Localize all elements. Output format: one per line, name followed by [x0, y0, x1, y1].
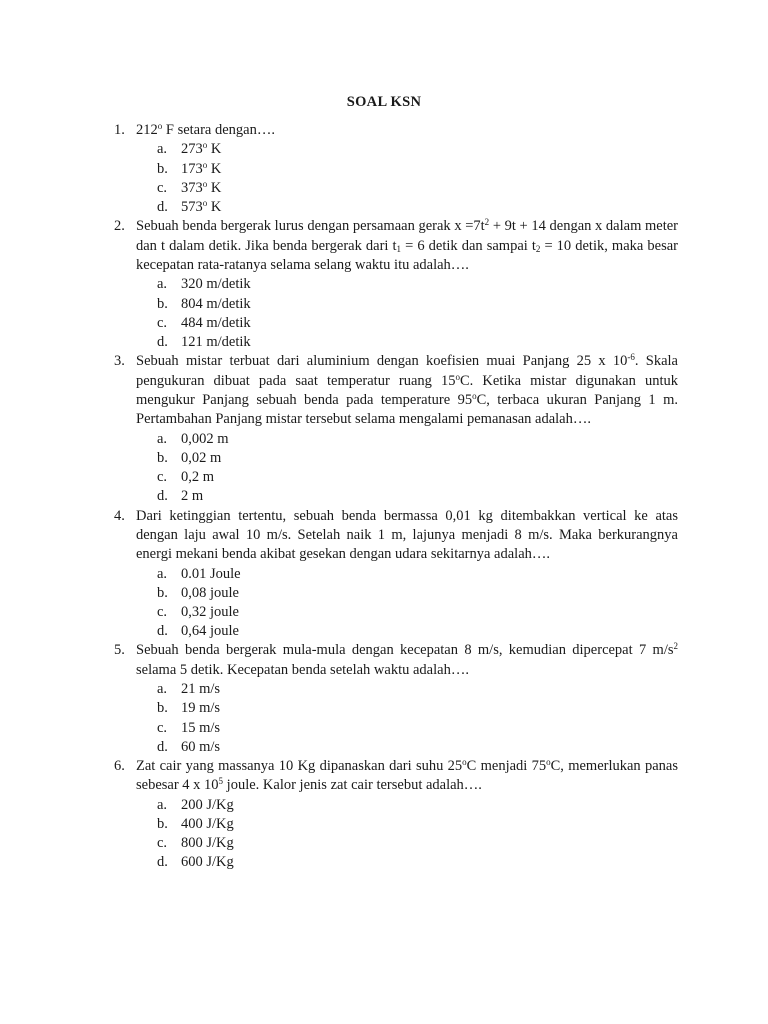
option-text: 0,02 m: [181, 449, 222, 466]
option-text: 800 J/Kg: [181, 835, 234, 852]
option-letter: a.: [157, 430, 168, 447]
option-text: 573$^o$ K: [181, 197, 222, 215]
option-list: [0, 565, 768, 642]
option-text: 0,64 joule: [181, 623, 239, 640]
option-letter: c.: [157, 719, 168, 736]
option-list: [0, 680, 768, 757]
option-list: [0, 796, 768, 873]
option-d: [0, 738, 768, 757]
question-text: Sebuah mistar terbuat dari aluminium dengan koefisien muai Panjang 25 x $10^{-6}$. Skala pengukuran dibuat pada saat temperatur ruang 15$^o$C. Ketika mistar digunakan untuk mengukur Panjang sebuah benda pada temperature 95$^o$C, terbaca ukuran Panjang 1 m. Pertambahan Panjang mistar tersebut selama mengalami pemanasan adalah….: [136, 352, 678, 428]
question-text: Dari ketinggian tertentu, sebuah benda bermassa 0,01 kg ditembakkan vertical ke atas dengan laju awal 10 m/s. Setelah naik 1 m, lajunya menjadi 8 m/s. Maka berkurangnya energi mekani benda akibat gesekan dengan udara sekitarnya adalah….: [136, 507, 678, 563]
option-c: [0, 834, 768, 853]
option-text: 121 m/detik: [181, 333, 251, 350]
option-a: [0, 275, 768, 294]
option-letter: b.: [157, 700, 168, 717]
option-c: [0, 179, 768, 198]
option-text: 804 m/detik: [181, 295, 251, 312]
option-text: 60 m/s: [181, 738, 221, 755]
option-a: [0, 565, 768, 584]
option-text: 0,2 m: [181, 469, 215, 486]
option-text: 15 m/s: [181, 719, 221, 736]
option-a: [0, 796, 768, 815]
option-text: 2 m: [181, 488, 204, 505]
option-letter: d.: [157, 854, 168, 871]
option-letter: d.: [157, 198, 168, 215]
question-text: Sebuah benda bergerak mula-mula dengan kecepatan 8 m/s, kemudian dipercepat 7 $m/s^2$ selama 5 detik. Kecepatan benda setelah waktu adalah….: [136, 641, 678, 678]
option-text: 200 J/Kg: [181, 796, 234, 813]
option-c: [0, 719, 768, 738]
option-text: 273$^o$ K: [181, 140, 222, 158]
option-letter: b.: [157, 160, 168, 177]
option-letter: c.: [157, 469, 168, 486]
question-4: [0, 507, 768, 642]
option-a: [0, 430, 768, 449]
option-text: 320 m/detik: [181, 276, 251, 293]
question-text: Sebuah benda bergerak lurus dengan persamaan gerak $x =7t^2 + 9t + 14$ dengan x dalam meter dan t dalam detik. Jika benda bergerak dari $t_1 = 6$ detik dan sampai $t_2 = 10$ detik, maka besar kecepatan rata-ratanya selama selang waktu itu adalah….: [136, 217, 678, 273]
question-number: 2.: [114, 218, 125, 235]
question-6: [0, 757, 768, 873]
question-text: Zat cair yang massanya 10 Kg dipanaskan dari suhu 25$^o$C menjadi 75$^o$C, memerlukan panas sebesar 4 x $10^5$ joule. Kalor jenis zat cair tersebut adalah….: [136, 757, 678, 794]
option-b: [0, 699, 768, 718]
option-letter: d.: [157, 623, 168, 640]
option-letter: a.: [157, 681, 168, 698]
option-letter: c.: [157, 179, 168, 196]
option-letter: b.: [157, 816, 168, 833]
option-c: [0, 468, 768, 487]
option-text: 173$^o$ K: [181, 159, 222, 177]
option-letter: c.: [157, 604, 168, 621]
option-text: 0,08 joule: [181, 584, 239, 601]
option-letter: d.: [157, 333, 168, 350]
question-2: [0, 217, 768, 352]
option-d: [0, 853, 768, 872]
option-letter: a.: [157, 796, 168, 813]
question-number: 4.: [114, 507, 125, 524]
option-letter: c.: [157, 835, 168, 852]
document-title: SOAL KSN: [346, 94, 422, 110]
option-text: 600 J/Kg: [181, 854, 234, 871]
option-d: [0, 487, 768, 506]
question-number: 5.: [114, 642, 125, 659]
option-text: 0,002 m: [181, 430, 229, 447]
option-list: [0, 275, 768, 352]
question-3: [0, 352, 768, 506]
option-text: 484 m/detik: [181, 314, 251, 331]
question-list: [0, 121, 768, 873]
option-d: [0, 622, 768, 641]
option-b: [0, 584, 768, 603]
option-list: [0, 140, 768, 217]
question-1: [0, 121, 768, 217]
option-letter: a.: [157, 276, 168, 293]
option-letter: a.: [157, 141, 168, 158]
question-number: 3.: [114, 353, 125, 370]
option-b: [0, 815, 768, 834]
question-number: 1.: [114, 122, 125, 138]
option-text: 19 m/s: [181, 700, 221, 717]
option-a: [0, 140, 768, 159]
option-d: [0, 198, 768, 217]
option-b: [0, 295, 768, 314]
option-c: [0, 603, 768, 622]
question-5: [0, 641, 768, 757]
option-letter: b.: [157, 449, 168, 466]
option-letter: d.: [157, 488, 168, 505]
option-d: [0, 333, 768, 352]
question-text: 212$^o$ F setara dengan….: [136, 121, 275, 138]
option-b: [0, 160, 768, 179]
option-letter: d.: [157, 738, 168, 755]
option-text: 373$^o$ K: [181, 178, 222, 196]
option-text: 0.01 Joule: [181, 565, 241, 582]
option-letter: c.: [157, 314, 168, 331]
option-text: 400 J/Kg: [181, 816, 234, 833]
option-text: 0,32 joule: [181, 604, 239, 621]
option-a: [0, 680, 768, 699]
question-number: 6.: [114, 758, 125, 775]
option-letter: b.: [157, 584, 168, 601]
option-list: [0, 430, 768, 507]
option-letter: a.: [157, 565, 168, 582]
option-letter: b.: [157, 295, 168, 312]
option-text: 21 m/s: [181, 681, 221, 698]
option-b: [0, 449, 768, 468]
option-c: [0, 314, 768, 333]
